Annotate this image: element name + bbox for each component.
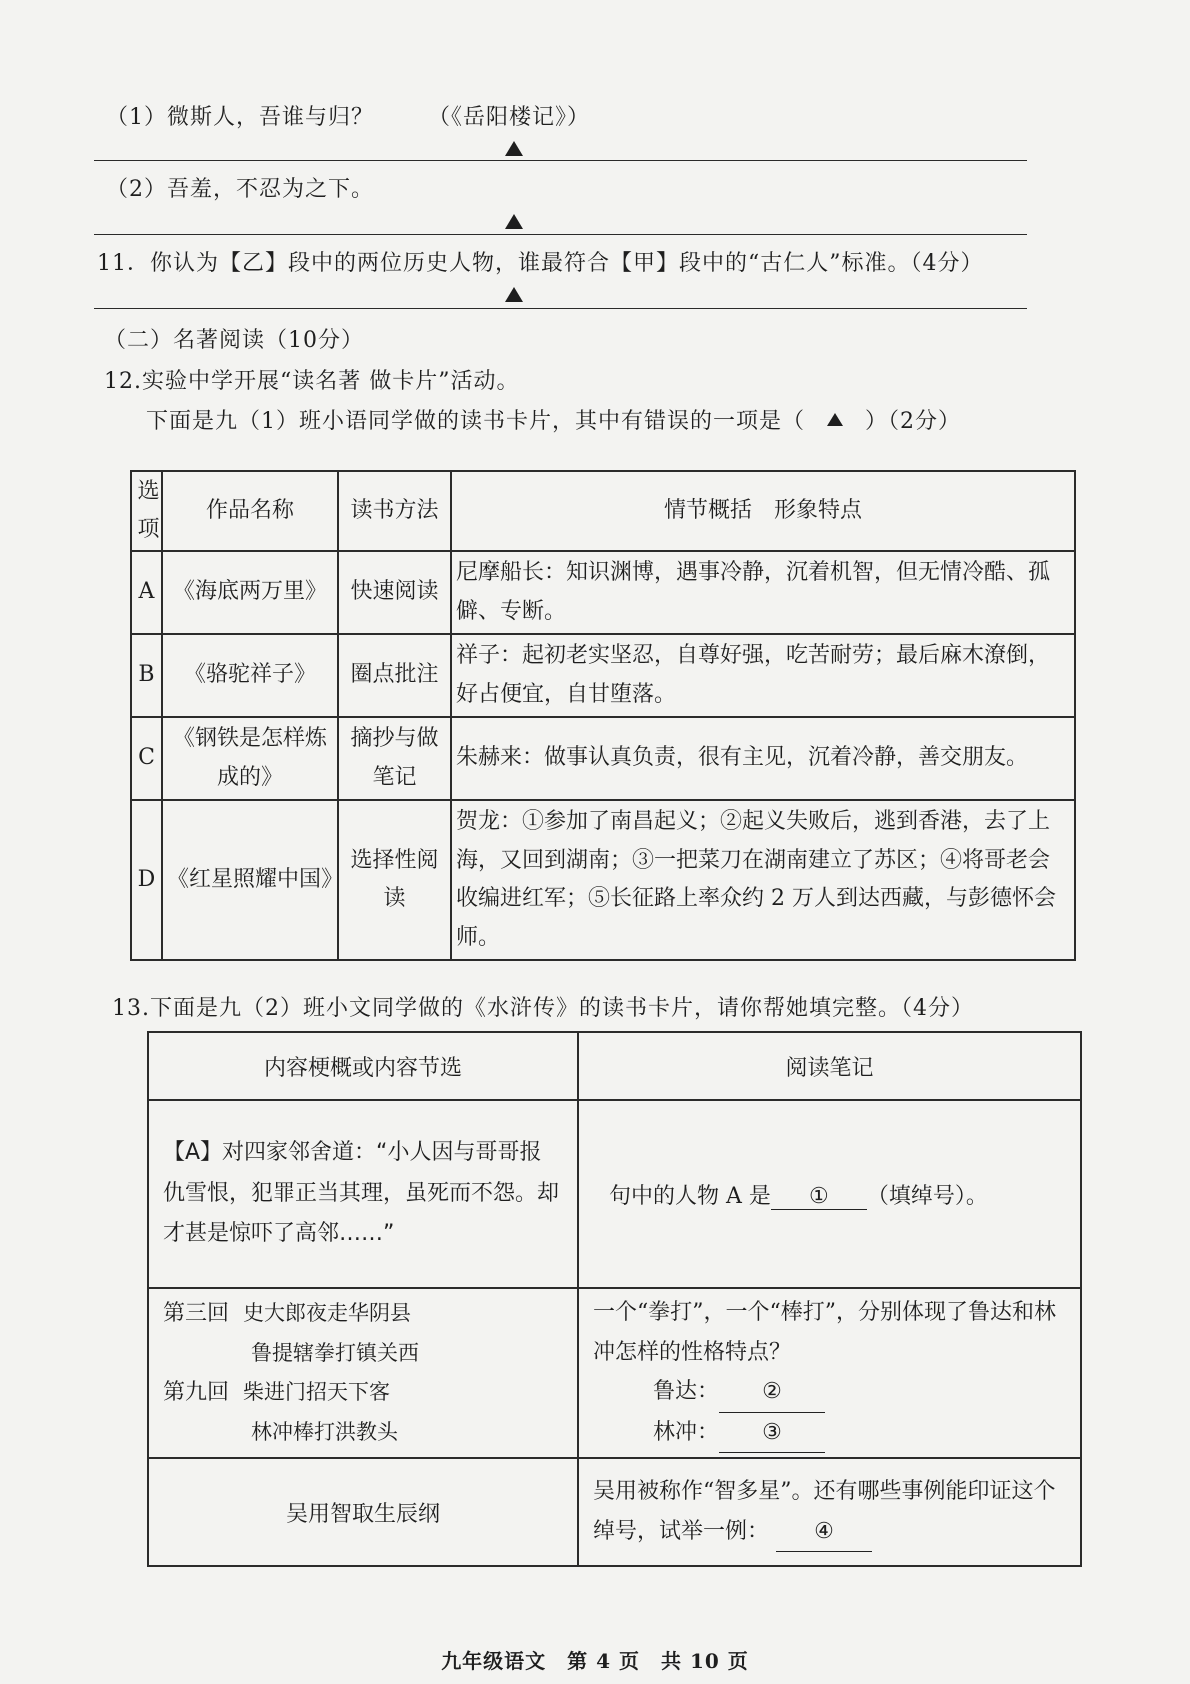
row-method: 快速阅读 — [338, 551, 451, 634]
table-row — [131, 717, 1075, 800]
q10-sub1 — [106, 100, 590, 131]
row-name: 《海底两万里》 — [162, 551, 338, 634]
header-left: 内容梗概或内容节选 — [148, 1032, 578, 1100]
blank-3[interactable]: ③ — [719, 1413, 825, 1454]
ch3-line2: 鲁提辖拳打镇关西 — [251, 1340, 419, 1365]
q12-prompt — [146, 404, 961, 435]
blank-4[interactable]: ④ — [776, 1512, 872, 1553]
row-option: C — [131, 717, 162, 800]
ch3-line1: 史大郎夜走华阴县 — [243, 1301, 412, 1325]
answer-line-1[interactable] — [94, 160, 1027, 161]
q11-question: 11．你认为【乙】段中的两位历史人物，谁最符合【甲】段中的“古仁人”标准。（4分） — [97, 251, 984, 276]
row-option: A — [131, 551, 162, 634]
answer-marker-icon — [505, 214, 523, 229]
answer-line-3[interactable] — [94, 308, 1027, 309]
page-footer: 九年级语文 第 4 页 共 10 页 — [441, 1649, 749, 1673]
section-heading: （二）名著阅读（10分） — [104, 328, 364, 353]
q10-sub1-source: （《岳阳楼记》） — [428, 105, 591, 130]
note-b: 一个“拳打”，一个“棒打”，分别体现了鲁达和林冲怎样的性格特点？ 鲁达： ② 林冲： ③ — [578, 1288, 1081, 1458]
header-option: 选 项 — [131, 471, 162, 551]
blank-2[interactable]: ② — [719, 1372, 825, 1413]
table-row — [148, 1288, 1081, 1458]
note-a: 句中的人物 A 是 ① （填绰号）。 — [578, 1100, 1081, 1288]
q10-sub2: （2）吾羞，不忍为之下。 — [106, 177, 374, 202]
table-row — [131, 800, 1075, 960]
row-summary: 祥子：起初老实坚忍，自尊好强，吃苦耐劳；最后麻木潦倒，好占便宜，自甘堕落。 — [451, 634, 1075, 717]
row-summary: 朱赫来：做事认真负责，很有主见，沉着冷静，善交朋友。 — [451, 717, 1075, 800]
header-right: 阅读笔记 — [578, 1032, 1081, 1100]
q12-prompt-a: 下面是九（1）班小语同学做的读书卡片，其中有错误的一项是（ — [146, 409, 805, 434]
table-row — [131, 551, 1075, 634]
row-name: 《钢铁是怎样炼成的》 — [162, 717, 338, 800]
row-summary: 尼摩船长：知识渊博，遇事冷静，沉着机智，但无情冷酷、孤僻、专断。 — [451, 551, 1075, 634]
q12-prompt-b: ）（2分） — [865, 409, 961, 434]
table-header-row — [148, 1032, 1081, 1100]
ch9-line2: 林冲棒打洪教头 — [251, 1419, 398, 1444]
q13-table — [147, 1031, 1082, 1567]
answer-line-2[interactable] — [94, 234, 1027, 235]
row-summary: 贺龙：①参加了南昌起义；②起义失败后，逃到香港，去了上海，又回到湖南；③一把菜刀在湖南建立了苏区；④将哥老会收编进红军；⑤长征路上率众约 2 万人到达西藏，与彭德怀会师。 — [451, 800, 1075, 960]
answer-marker-icon — [505, 287, 523, 302]
blank-1[interactable]: ① — [771, 1184, 867, 1210]
q12-answer-slot[interactable] — [813, 409, 857, 434]
q12-table — [130, 470, 1076, 961]
header-name: 作品名称 — [162, 471, 338, 551]
answer-marker-icon — [505, 141, 523, 156]
ch9-label: 第九回 — [163, 1380, 230, 1406]
row-method: 圈点批注 — [338, 634, 451, 717]
note-c: 吴用被称作“智多星”。还有哪些事例能印证这个绰号，试举一例： ④ — [578, 1458, 1081, 1566]
q13-title: 13.下面是九（2）班小文同学做的《水浒传》的读书卡片，请你帮她填完整。（4分） — [112, 996, 974, 1021]
excerpt-c: 吴用智取生辰纲 — [148, 1458, 578, 1566]
q10-sub1-text: （1）微斯人，吾谁与归？ — [106, 105, 374, 130]
header-summary: 情节概括 形象特点 — [451, 471, 1075, 551]
row-method: 摘抄与做笔记 — [338, 717, 451, 800]
row-name: 《骆驼祥子》 — [162, 634, 338, 717]
row-option: B — [131, 634, 162, 717]
excerpt-a: 【A】对四家邻舍道：“小人因与哥哥报仇雪恨，犯罪正当其理，虽死而不怨。却才甚是惊吓了高邻……” — [148, 1100, 578, 1288]
q12-title: 12.实验中学开展“读名著 做卡片”活动。 — [104, 369, 520, 394]
row-name: 《红星照耀中国》 — [162, 800, 338, 960]
table-row — [148, 1100, 1081, 1288]
header-method: 读书方法 — [338, 471, 451, 551]
row-option: D — [131, 800, 162, 960]
table-row — [131, 634, 1075, 717]
ch9-line1: 柴进门招天下客 — [243, 1380, 391, 1405]
note-b-question: 一个“拳打”，一个“棒打”，分别体现了鲁达和林冲怎样的性格特点？ — [593, 1300, 1056, 1365]
table-header-row — [131, 471, 1075, 551]
answer-marker-icon — [827, 413, 843, 426]
row-method: 选择性阅读 — [338, 800, 451, 960]
table-row — [148, 1458, 1081, 1566]
chapter-list — [148, 1288, 578, 1458]
ch3-label: 第三回 — [163, 1301, 230, 1326]
